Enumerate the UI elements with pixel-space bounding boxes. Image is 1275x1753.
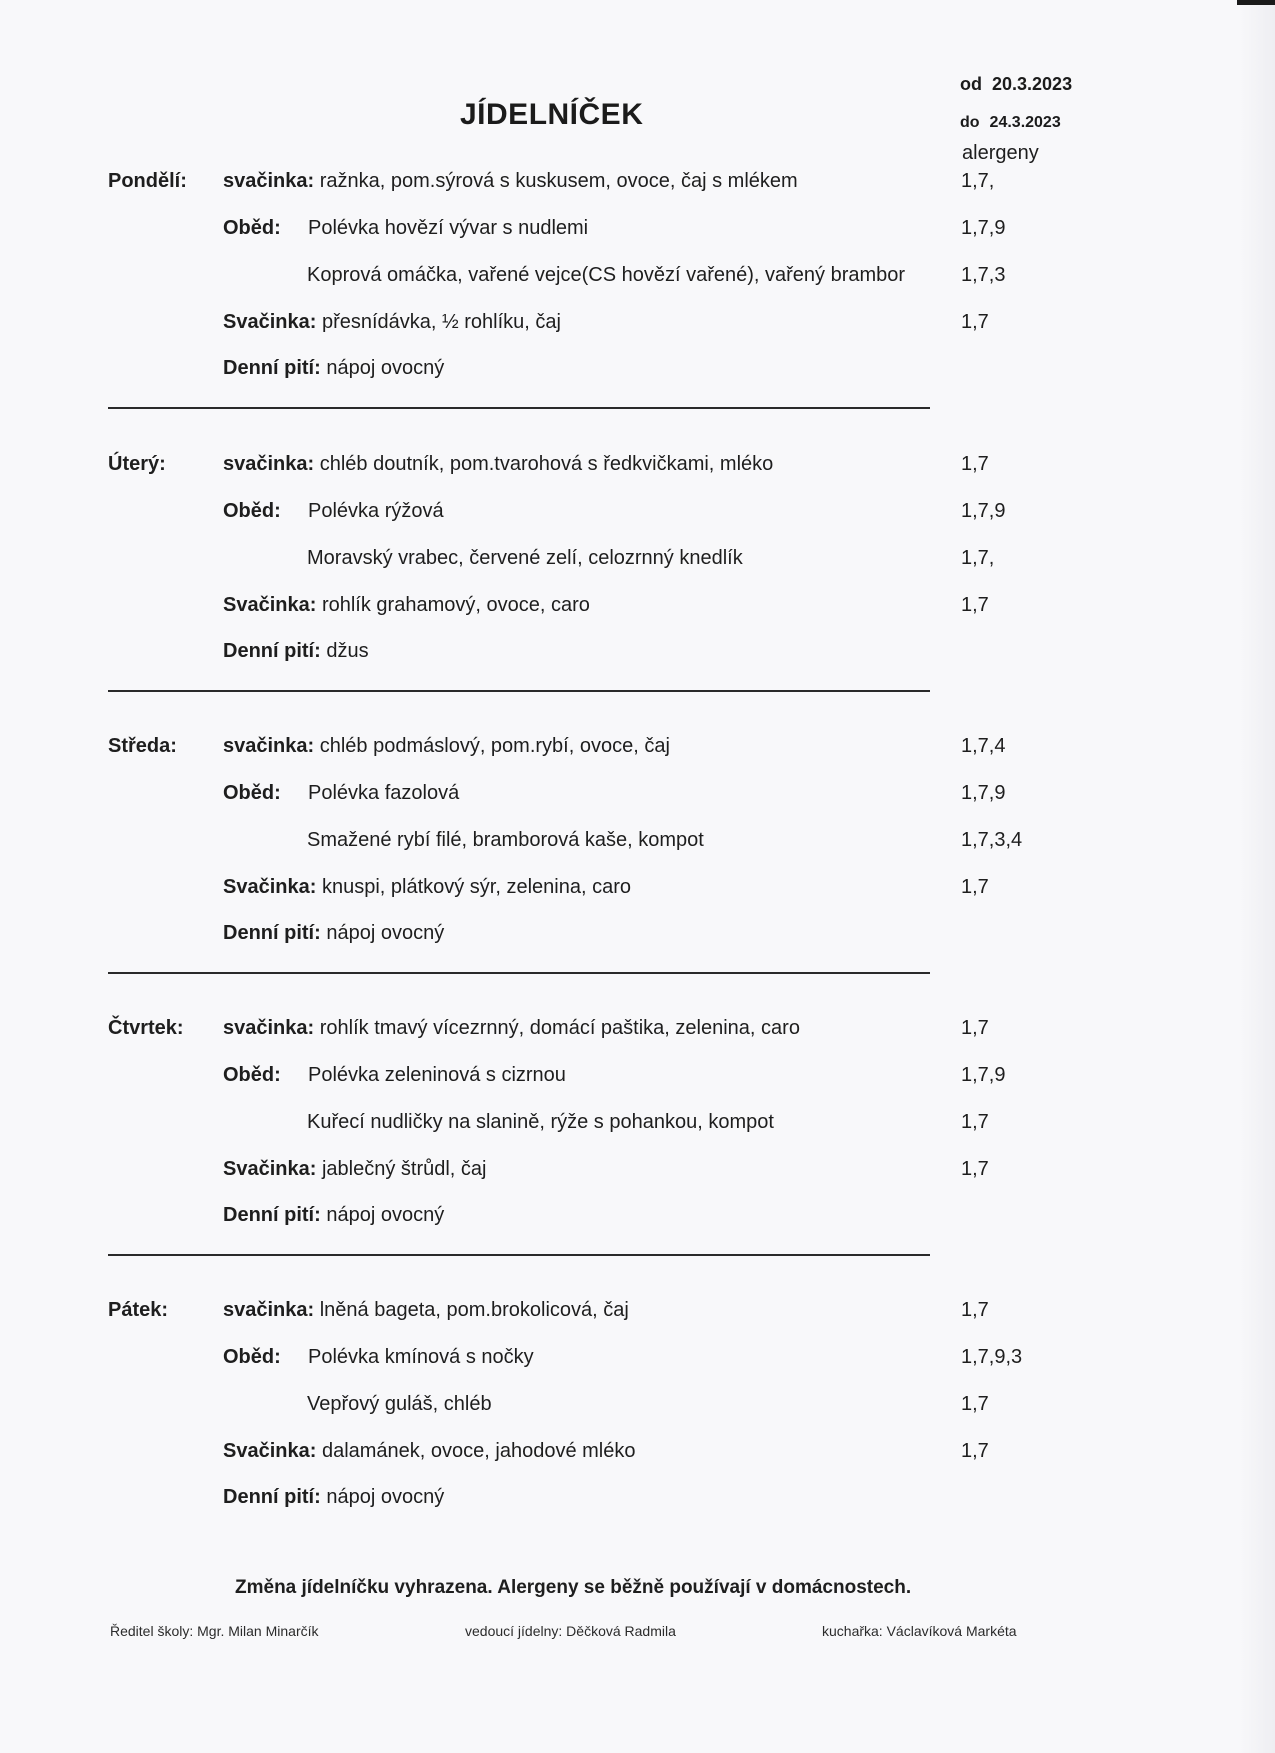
lunch-label: Oběd: (223, 782, 281, 804)
snack-allergens: 1,7, (961, 170, 995, 192)
snack-text: chléb podmáslový, pom.rybí, ovoce, čaj (319, 735, 670, 757)
afternoon-snack-label: Svačinka: (223, 594, 317, 616)
daily-drink-label: Denní pití: (223, 640, 321, 662)
main-allergens: 1,7 (961, 1393, 989, 1415)
afternoon-snack-text: rohlík grahamový, ovoce, caro (321, 594, 590, 616)
afternoon-snack-allergens: 1,7 (961, 311, 989, 333)
soup-allergens: 1,7,9 (961, 500, 1006, 522)
daily-drink-row (223, 922, 444, 945)
lunch-label: Oběd: (223, 500, 281, 522)
snack-label: svačinka: (223, 1017, 315, 1039)
afternoon-snack-allergens: 1,7 (961, 1440, 989, 1462)
daily-drink-row (223, 1486, 444, 1509)
snack-allergens: 1,7 (961, 453, 989, 475)
lunch-soup: Polévka fazolová (308, 782, 460, 804)
date-from (960, 74, 1072, 95)
day-name: Středa: (108, 735, 177, 757)
signature-director: Ředitel školy: Mgr. Milan Minarčík (110, 1623, 319, 1639)
day-name: Pondělí: (108, 170, 187, 192)
snack-allergens: 1,7 (961, 1017, 989, 1039)
snack-text: ražnka, pom.sýrová s kuskusem, ovoce, čaj s mlékem (319, 170, 798, 192)
lunch-label: Oběd: (223, 1064, 281, 1086)
daily-drink-text: džus (326, 640, 369, 662)
snack-label: svačinka: (223, 453, 315, 475)
lunch-soup: Polévka hovězí vývar s nudlemi (308, 217, 589, 239)
soup-allergens: 1,7,9,3 (961, 1346, 1023, 1368)
lunch-soup: Polévka rýžová (308, 500, 444, 522)
snack-text: lněná bageta, pom.brokolicová, čaj (319, 1299, 629, 1321)
day-separator (108, 690, 930, 692)
scan-edge-shadow (1239, 0, 1275, 1753)
lunch-main: Vepřový guláš, chléb (307, 1393, 492, 1415)
afternoon-snack-allergens: 1,7 (961, 1158, 989, 1180)
lunch-label: Oběd: (223, 1346, 281, 1368)
snack-row (223, 453, 773, 476)
footer-note: Změna jídelníčku vyhrazena. Alergeny se běžně používají v domácnostech. (235, 1577, 912, 1598)
daily-drink-row (223, 357, 444, 380)
lunch-main: Moravský vrabec, červené zelí, celozrnný knedlík (307, 547, 743, 569)
date-from-label: od (960, 74, 982, 94)
snack-label: svačinka: (223, 735, 315, 757)
snack-allergens: 1,7,4 (961, 735, 1006, 757)
afternoon-snack-text: dalamánek, ovoce, jahodové mléko (321, 1440, 636, 1462)
daily-drink-text: nápoj ovocný (326, 1486, 445, 1508)
afternoon-snack-row (223, 311, 561, 334)
afternoon-snack-text: jablečný štrůdl, čaj (321, 1158, 487, 1180)
snack-row (223, 735, 670, 758)
date-to (960, 114, 1061, 132)
afternoon-snack-row (223, 1158, 486, 1181)
main-allergens: 1,7, (961, 547, 995, 569)
date-to-value: 24.3.2023 (989, 114, 1061, 131)
afternoon-snack-allergens: 1,7 (961, 594, 989, 616)
daily-drink-label: Denní pití: (223, 1486, 321, 1508)
afternoon-snack-row (223, 876, 631, 899)
daily-drink-label: Denní pití: (223, 922, 321, 944)
daily-drink-text: nápoj ovocný (326, 1204, 445, 1226)
date-from-value: 20.3.2023 (992, 74, 1073, 94)
daily-drink-text: nápoj ovocný (326, 922, 445, 944)
scan-corner-mark (1237, 0, 1275, 5)
soup-allergens: 1,7,9 (961, 1064, 1006, 1086)
snack-label: svačinka: (223, 1299, 315, 1321)
snack-text: chléb doutník, pom.tvarohová s ředkvičkami, mléko (319, 453, 774, 475)
snack-label: svačinka: (223, 170, 315, 192)
main-allergens: 1,7,3 (961, 264, 1006, 286)
lunch-main: Smažené rybí filé, bramborová kaše, kompot (307, 829, 704, 851)
afternoon-snack-text: přesnídávka, ½ rohlíku, čaj (321, 311, 561, 333)
lunch-label: Oběd: (223, 217, 281, 239)
day-separator (108, 407, 930, 409)
daily-drink-label: Denní pití: (223, 1204, 321, 1226)
signature-canteen-head: vedoucí jídelny: Děčková Radmila (465, 1623, 676, 1639)
afternoon-snack-label: Svačinka: (223, 1440, 317, 1462)
page-title: JÍDELNÍČEK (460, 98, 644, 131)
main-allergens: 1,7 (961, 1111, 989, 1133)
afternoon-snack-label: Svačinka: (223, 1158, 317, 1180)
afternoon-snack-row (223, 594, 590, 617)
daily-drink-label: Denní pití: (223, 357, 321, 379)
daily-drink-row (223, 1204, 444, 1227)
soup-allergens: 1,7,9 (961, 782, 1006, 804)
daily-drink-row (223, 640, 369, 663)
lunch-soup: Polévka zeleninová s cizrnou (308, 1064, 566, 1086)
afternoon-snack-label: Svačinka: (223, 311, 317, 333)
daily-drink-text: nápoj ovocný (326, 357, 445, 379)
soup-allergens: 1,7,9 (961, 217, 1006, 239)
day-separator (108, 1254, 930, 1256)
afternoon-snack-text: knuspi, plátkový sýr, zelenina, caro (321, 876, 631, 898)
lunch-soup: Polévka kmínová s nočky (308, 1346, 534, 1368)
day-name: Pátek: (108, 1299, 169, 1321)
date-to-label: do (960, 114, 980, 131)
day-separator (108, 972, 930, 974)
afternoon-snack-row (223, 1440, 635, 1463)
lunch-main: Koprová omáčka, vařené vejce(CS hovězí vařené), vařený brambor (307, 264, 906, 286)
afternoon-snack-label: Svačinka: (223, 876, 317, 898)
afternoon-snack-allergens: 1,7 (961, 876, 989, 898)
signature-cook: kuchařka: Václavíková Markéta (822, 1623, 1017, 1639)
day-name: Čtvrtek: (108, 1017, 184, 1039)
lunch-main: Kuřecí nudličky na slanině, rýže s pohankou, kompot (307, 1111, 774, 1133)
snack-row (223, 170, 798, 193)
main-allergens: 1,7,3,4 (961, 829, 1023, 851)
snack-text: rohlík tmavý vícezrnný, domácí paštika, zelenina, caro (319, 1017, 800, 1039)
allergens-column-header: alergeny (962, 142, 1039, 164)
snack-row (223, 1017, 800, 1040)
snack-allergens: 1,7 (961, 1299, 989, 1321)
day-name: Úterý: (108, 453, 166, 475)
snack-row (223, 1299, 629, 1322)
